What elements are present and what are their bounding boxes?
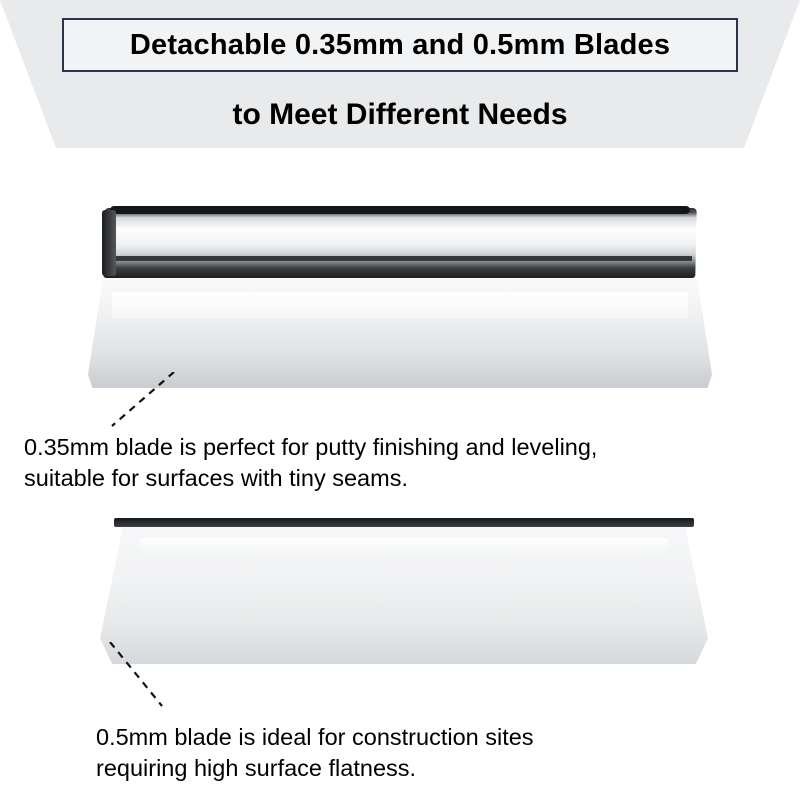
product-image-05mm — [100, 512, 708, 664]
page-subtitle: to Meet Different Needs — [232, 98, 568, 131]
caption-035mm — [24, 432, 784, 494]
caption-05mm — [96, 722, 786, 784]
page-title: Detachable 0.35mm and 0.5mm Blades — [129, 28, 671, 61]
handle-bar — [103, 208, 696, 278]
caption-035mm-line2: suitable for surfaces with tiny seams. — [24, 465, 408, 491]
handle-top-edge — [110, 206, 690, 214]
caption-035mm-line1: 0.35mm blade is perfect for putty finishing and leveling, — [24, 434, 598, 460]
caption-05mm-line2: requiring high surface flatness. — [96, 755, 417, 781]
header-banner — [0, 0, 800, 160]
blade-05mm-highlight — [140, 538, 668, 556]
handle-groove — [108, 256, 692, 261]
blade-035mm-highlight — [112, 292, 688, 318]
handle-end-cap — [102, 210, 116, 276]
product-image-035mm — [88, 196, 712, 388]
callout-line-035mm — [108, 372, 178, 430]
caption-05mm-line1: 0.5mm blade is ideal for construction sites — [96, 724, 534, 750]
blade-05mm-edge — [114, 518, 694, 527]
callout-line-05mm — [106, 642, 168, 710]
title-box — [62, 18, 738, 72]
